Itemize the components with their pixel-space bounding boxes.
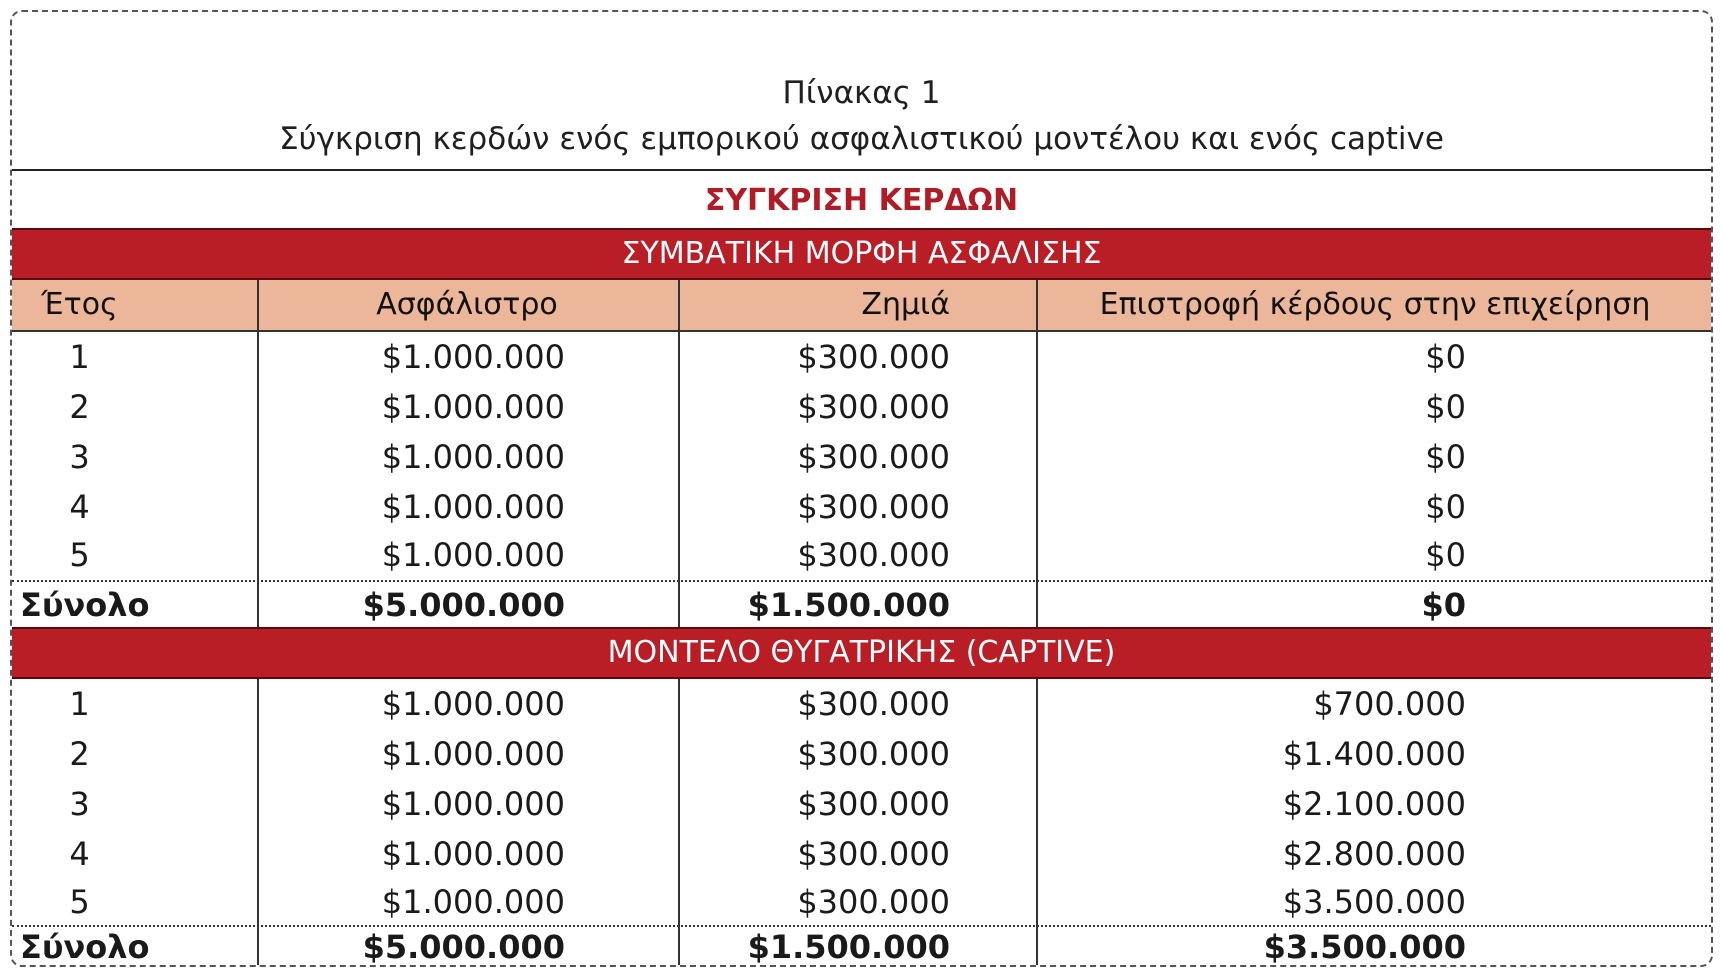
table-row (12, 877, 1711, 927)
cell-year: 3 (69, 438, 90, 476)
cell-return: $700.000 (1313, 685, 1466, 723)
table-row (12, 332, 1711, 382)
total-premium: $5.000.000 (362, 586, 565, 624)
table-caption (12, 70, 1711, 162)
cell-loss: $300.000 (797, 438, 950, 476)
section-header-conventional: ΣΥΜΒΑΤΙΚΗ ΜΟΡΦΗ ΑΣΦΑΛΙΣΗΣ (12, 228, 1711, 280)
cell-return: $0 (1425, 536, 1466, 574)
cell-year: 2 (69, 388, 90, 426)
header-year: Έτος (41, 287, 118, 322)
total-loss: $1.500.000 (747, 928, 950, 966)
cell-year: 5 (69, 536, 90, 574)
cell-premium: $1.000.000 (381, 835, 565, 873)
table-row (12, 679, 1711, 729)
cell-loss: $300.000 (797, 785, 950, 823)
cell-year: 5 (69, 883, 90, 921)
total-label: Σύνολο (20, 928, 150, 966)
table-row (12, 729, 1711, 779)
total-loss: $1.500.000 (747, 586, 950, 624)
cell-loss: $300.000 (797, 735, 950, 773)
cell-premium: $1.000.000 (381, 785, 565, 823)
total-return: $0 (1421, 586, 1466, 624)
cell-loss: $300.000 (797, 835, 950, 873)
table-row (12, 482, 1711, 532)
table-row (12, 432, 1711, 482)
table-row (12, 530, 1711, 580)
cell-loss: $300.000 (797, 883, 950, 921)
total-premium: $5.000.000 (362, 928, 565, 966)
total-row (12, 925, 1711, 967)
cell-return: $2.800.000 (1282, 835, 1466, 873)
header-return: Επιστροφή κέρδους στην επιχείρηση (1099, 287, 1651, 322)
cell-loss: $300.000 (797, 536, 950, 574)
cell-return: $0 (1425, 338, 1466, 376)
cell-return: $0 (1425, 388, 1466, 426)
cell-premium: $1.000.000 (381, 438, 565, 476)
table-top-rule (12, 169, 1711, 171)
table-row (12, 829, 1711, 879)
cell-return: $3.500.000 (1282, 883, 1466, 921)
table-title: ΣΥΓΚΡΙΣΗ ΚΕΡΔΩΝ (704, 183, 1019, 218)
cell-return: $0 (1425, 488, 1466, 526)
table-frame (10, 10, 1713, 967)
cell-premium: $1.000.000 (381, 685, 565, 723)
cell-loss: $300.000 (797, 338, 950, 376)
cell-loss: $300.000 (797, 388, 950, 426)
header-premium: Ασφάλιστρο (376, 287, 558, 322)
total-label: Σύνολο (20, 586, 150, 624)
total-return: $3.500.000 (1263, 928, 1466, 966)
section-header-captive: ΜΟΝΤΕΛΟ ΘΥΓΑΤΡΙΚΗΣ (CAPTIVE) (12, 627, 1711, 679)
cell-premium: $1.000.000 (381, 883, 565, 921)
cell-return: $1.400.000 (1282, 735, 1466, 773)
table-row (12, 779, 1711, 829)
cell-year: 2 (69, 735, 90, 773)
cell-year: 1 (69, 685, 90, 723)
cell-year: 4 (69, 835, 90, 873)
header-loss: Ζημιά (861, 287, 950, 322)
cell-year: 4 (69, 488, 90, 526)
cell-return: $0 (1425, 438, 1466, 476)
column-headers (12, 280, 1711, 332)
cell-loss: $300.000 (797, 488, 950, 526)
caption-number: Πίνακας 1 (782, 75, 941, 111)
table-row (12, 382, 1711, 432)
cell-loss: $300.000 (797, 685, 950, 723)
caption-description: Σύγκριση κερδών ενός εμπορικού ασφαλιστικού μοντέλου και ενός captive (279, 121, 1444, 157)
cell-premium: $1.000.000 (381, 488, 565, 526)
cell-return: $2.100.000 (1282, 785, 1466, 823)
cell-year: 3 (69, 785, 90, 823)
cell-premium: $1.000.000 (381, 735, 565, 773)
cell-premium: $1.000.000 (381, 536, 565, 574)
cell-premium: $1.000.000 (381, 388, 565, 426)
total-row (12, 580, 1711, 630)
cell-premium: $1.000.000 (381, 338, 565, 376)
cell-year: 1 (69, 338, 90, 376)
